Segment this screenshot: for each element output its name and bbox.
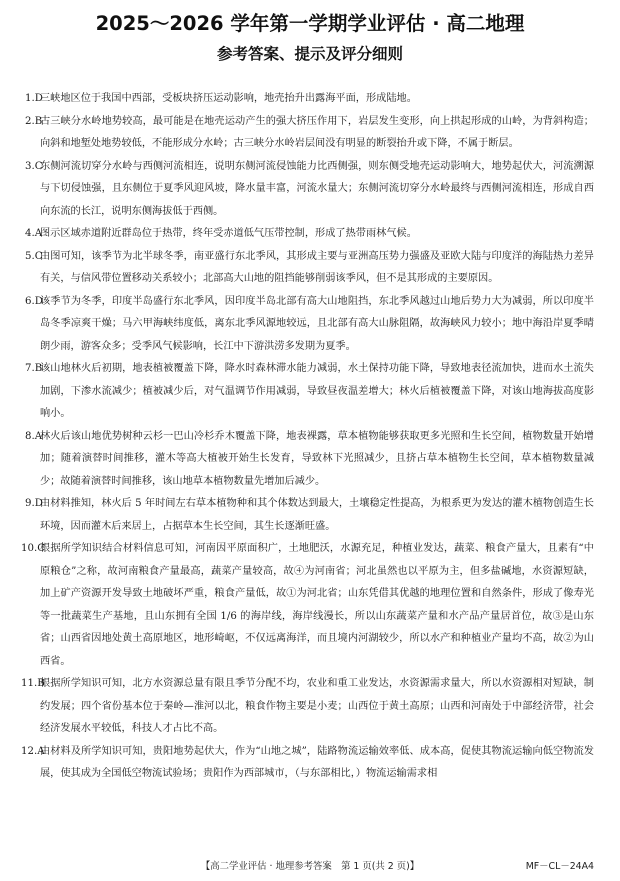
page-subtitle: 参考答案、提示及评分细则 (216, 45, 403, 63)
answer-text: 图示区域赤道附近群岛位于热带，终年受赤道低气压带控制，形成了热带雨林气候。 (40, 228, 417, 239)
answer-item (25, 223, 594, 246)
answer-number: 4.A (25, 228, 43, 239)
answer-item (25, 426, 594, 494)
answer-text: 由材料推知，林火后 5 年时间左右草本植物种和其个体数达到最大，土壤稳定性提高，为根系更为发达的灌木植物创造生长环境，因而灌木后来居上，占据草本生长空间，其生长逐渐旺盛。 (40, 498, 594, 532)
answer-item (25, 493, 594, 538)
answer-item (21, 741, 594, 786)
answer-text: 由图可知，该季节为北半球冬季，南亚盛行东北季风，其形成主要与亚洲高压势力强盛及亚欧大陆与印度洋的海陆热力差异有关，与信风带位置移动关系较小；北部高大山地的阻挡能够削弱该季风，但不是其形成的主要原因。 (40, 250, 594, 284)
answer-number: 8.A (25, 430, 43, 442)
answer-item (25, 246, 594, 291)
answer-number: 2.B (25, 115, 43, 127)
answer-text: 由材料及所学知识可知，贵阳地势起伏大，作为“山地之城”，陆路物流运输效率低、成本高，促使其物流运输向低空物流发展，使其成为全国低空物流试验场；贵阳作为西部城市，（与东部相比，）物流运输需求相 (40, 745, 594, 779)
answer-item (25, 88, 594, 111)
answer-text: 该山地林火后初期，地表植被覆盖下降，降水时森林滞水能力减弱，水土保持功能下降，导致地表径流加快，进而水土流失加剧，下渗水流减少；植被减少后，对气温调节作用减弱，导致昼夜温差增大；林火后植被覆盖下降，对该山地海拔高度影响小。 (40, 363, 594, 419)
answer-text: 三峡地区位于我国中西部，受板块挤压运动影响，地壳抬升出露海平面，形成陆地。 (40, 93, 417, 104)
answer-text: 根据所学知识结合材料信息可知，河南因平原面积广，土地肥沃，水源充足，种植业发达，蔬菜、粮食产量大，且素有“中原粮仓”之称，故河南粮食产量最高，蔬菜产量较高，故④为河南省；河北虽然也以平原为主，但多盐碱地，水资源短缺，加上矿产资源开发导致土地破坏严重，粮食产量低，故①为河北省；山东凭借其优越的地理位置和自然条件，形成了像寿光等一批蔬菜生产基地，且山东拥有全国 1/6 的海岸线，海岸线漫长，所以山东蔬菜产量和水产品产量居首位，故③是山东省；山西省因地处黄土高原地区，地形崎岖，不仅远离海洋，而且境内河湖较少，所以水产和种植业产量均不高，故②为山西省。 (40, 543, 594, 667)
answer-number: 3.C (25, 160, 43, 172)
answer-item (25, 111, 594, 156)
answer-number: 11.B (21, 678, 45, 689)
answer-number: 10.C (21, 543, 45, 554)
answer-item (25, 291, 594, 359)
page-footer (0, 858, 620, 874)
answer-item (21, 673, 594, 741)
answer-text: 该季节为冬季，印度半岛盛行东北季风，因印度半岛北部有高大山地阻挡，东北季风越过山地后势力大为减弱，所以印度半岛冬季凉爽干燥；马六甲海峡纬度低，离东北季风源地较远，且北部有高大山脉阻隔，故海峡风力较小；地中海沿岸夏季晴朗少雨，游客众多；受季风气候影响，长江中下游洪涝多发期为夏季。 (40, 295, 594, 352)
answer-text: 古三峡分水岭地势较高，最可能是在地壳运动产生的强大挤压作用下，岩层发生变形，向上拱起形成的山岭，为背斜构造；向斜和地堑处地势较低，不能形成分水岭；古三峡分水岭岩层间没有明显的断裂抬升或下降，不属于断层。 (40, 115, 594, 149)
answer-item (21, 538, 594, 673)
answer-number: 12.A (21, 745, 45, 757)
answer-text: 根据所学知识可知，北方水资源总量有限且季节分配不均，农业和重工业发达，水资源需求量大，所以水资源相对短缺，制约发展；四个省份基本位于秦岭—淮河以北，粮食作物主要是小麦；山西位于黄土高原；山西和河南处于中部经济带，社会经济发展水平较低，科技人才占比不高。 (40, 678, 594, 734)
answer-text: 林火后该山地优势树种云杉一巴山冷杉乔木覆盖下降，地表裸露，草本植物能够获取更多光照和生长空间，植物数量开始增加；随着演替时间推移，灌木等高大植被开始生长发育，导致林下光照减少，且挤占草本植物生长空间，草本植物数量减少；故随着演替时间推移，该山地草本植物数量先增加后减少。 (40, 430, 594, 487)
answer-number: 7.B (25, 363, 43, 374)
answer-number: 9.D (25, 498, 43, 509)
answer-list (21, 88, 594, 786)
footer-code: MF－CL－24A4 (525, 861, 594, 872)
answer-number: 6.D (25, 295, 43, 307)
answer-number: 1.D (25, 93, 43, 104)
page-title: 2025～2026 学年第一学期学业评估 · 高二地理 (95, 12, 525, 35)
answer-text: 东侧河流切穿分水岭与西侧河流相连，说明东侧河流侵蚀能力比西侧强，则东侧受地壳运动影响大，地势起伏大，河流溯源与下切侵蚀强，且东侧位于夏季风迎风坡，降水量丰富，河流水量大；东侧河流切穿分水岭最终与西侧河流相连，形成自西向东流的长江，说明东侧海拔低于西侧。 (40, 160, 594, 217)
answer-item (25, 156, 594, 224)
answer-item (25, 358, 594, 426)
answer-number: 5.C (25, 250, 43, 262)
footer-page-info: 【高二学业评估 · 地理参考答案 第 1 页(共 2 页)】 (200, 861, 420, 872)
